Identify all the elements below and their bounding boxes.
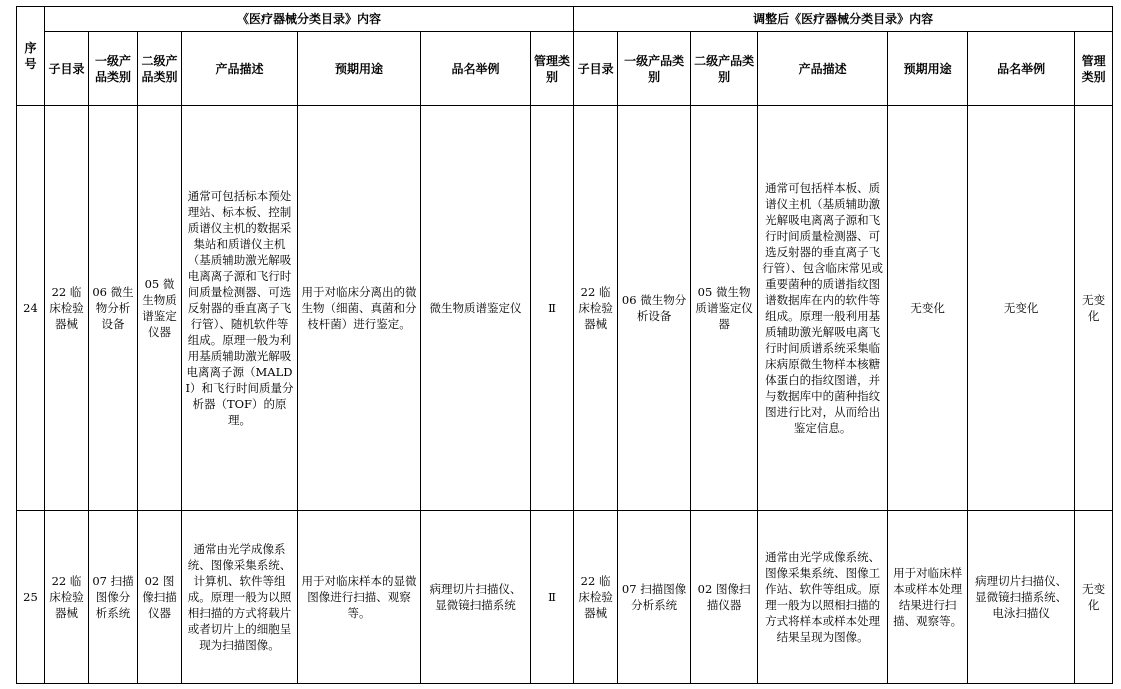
adj-sub-catalog: 22 临床检验器械 <box>574 511 618 684</box>
orig-first-level-header: 一级产品类别 <box>89 32 138 106</box>
adj-first-level: 07 扫描图像分析系统 <box>618 511 691 684</box>
adj-examples: 无变化 <box>968 106 1075 511</box>
orig-description: 通常由光学成像系统、图像采集系统、计算机、软件等组成。原理一般为以照相扫描的方式将载片或者切片上的细胞呈现为扫描图像。 <box>182 511 298 684</box>
orig-examples: 病理切片扫描仪、显微镜扫描系统 <box>421 511 531 684</box>
orig-examples: 微生物质谱鉴定仪 <box>421 106 531 511</box>
adjusted-catalog-header: 调整后《医疗器械分类目录》内容 <box>574 7 1113 32</box>
orig-first-level: 07 扫描图像分析系统 <box>89 511 138 684</box>
adj-second-level: 02 图像扫描仪器 <box>691 511 758 684</box>
orig-description: 通常可包括标本预处理站、标本板、控制质谱仪主机的数据采集站和质谱仪主机（基质辅助激光解吸电离离子源和飞行时间质量检测器、可选反射器的垂直离子飞行管）、随机软件等组成。原理一般为利用基质辅助激光解吸电离离子源（MALDI）和飞行时间质量分析器（TOF）的原理。 <box>182 106 298 511</box>
seq-header: 序号 <box>17 7 45 106</box>
orig-examples-header: 品名举例 <box>421 32 531 106</box>
orig-sub-catalog: 22 临床检验器械 <box>45 106 89 511</box>
adj-first-level-header: 一级产品类别 <box>618 32 691 106</box>
orig-second-level: 05 微生物质谱鉴定仪器 <box>138 106 182 511</box>
orig-sub-catalog: 22 临床检验器械 <box>45 511 89 684</box>
original-catalog-header: 《医疗器械分类目录》内容 <box>45 7 574 32</box>
orig-first-level: 06 微生物分析设备 <box>89 106 138 511</box>
orig-intended-use: 用于对临床样本的显微图像进行扫描、观察等。 <box>298 511 421 684</box>
orig-management: Ⅱ <box>531 106 574 511</box>
orig-management-header: 管理类别 <box>531 32 574 106</box>
adj-management-header: 管理类别 <box>1075 32 1113 106</box>
adj-first-level: 06 微生物分析设备 <box>618 106 691 511</box>
table-row <box>17 106 1113 511</box>
header-group-row <box>17 7 1113 32</box>
adj-description: 通常由光学成像系统、图像采集系统、图像工作站、软件等组成。原理一般为以照相扫描的方式将样本或样本处理结果呈现为图像。 <box>758 511 888 684</box>
adj-sub-catalog: 22 临床检验器械 <box>574 106 618 511</box>
adj-description-header: 产品描述 <box>758 32 888 106</box>
adj-examples-header: 品名举例 <box>968 32 1075 106</box>
adj-management: 无变化 <box>1075 511 1113 684</box>
adj-management: 无变化 <box>1075 106 1113 511</box>
column-header-row <box>17 32 1113 106</box>
classification-comparison-table <box>16 6 1113 684</box>
adj-second-level: 05 微生物质谱鉴定仪器 <box>691 106 758 511</box>
orig-intended-use: 用于对临床分离出的微生物（细菌、真菌和分枝杆菌）进行鉴定。 <box>298 106 421 511</box>
row-seq: 24 <box>17 106 45 511</box>
adj-intended-use: 用于对临床样本或样本处理结果进行扫描、观察等。 <box>888 511 968 684</box>
adj-description: 通常可包括样本板、质谱仪主机（基质辅助激光解吸电离离子源和飞行时间质量检测器、可选反射器的垂直离子飞行管）、包含临床常见或重要菌种的质谱指纹图谱数据库在内的软件等组成。原理一般利用基质辅助激光解吸电离飞行时间质谱系统采集临床病原微生物样本核糖体蛋白的指纹图谱，并与数据库中的菌种指纹图进行比对，从而给出鉴定信息。 <box>758 106 888 511</box>
orig-sub-catalog-header: 子目录 <box>45 32 89 106</box>
orig-second-level: 02 图像扫描仪器 <box>138 511 182 684</box>
adj-second-level-header: 二级产品类别 <box>691 32 758 106</box>
adj-examples: 病理切片扫描仪、显微镜扫描系统、电泳扫描仪 <box>968 511 1075 684</box>
adj-intended-use: 无变化 <box>888 106 968 511</box>
adj-sub-catalog-header: 子目录 <box>574 32 618 106</box>
row-seq: 25 <box>17 511 45 684</box>
table-row <box>17 511 1113 684</box>
adj-intended-use-header: 预期用途 <box>888 32 968 106</box>
orig-second-level-header: 二级产品类别 <box>138 32 182 106</box>
orig-description-header: 产品描述 <box>182 32 298 106</box>
orig-intended-use-header: 预期用途 <box>298 32 421 106</box>
orig-management: Ⅱ <box>531 511 574 684</box>
